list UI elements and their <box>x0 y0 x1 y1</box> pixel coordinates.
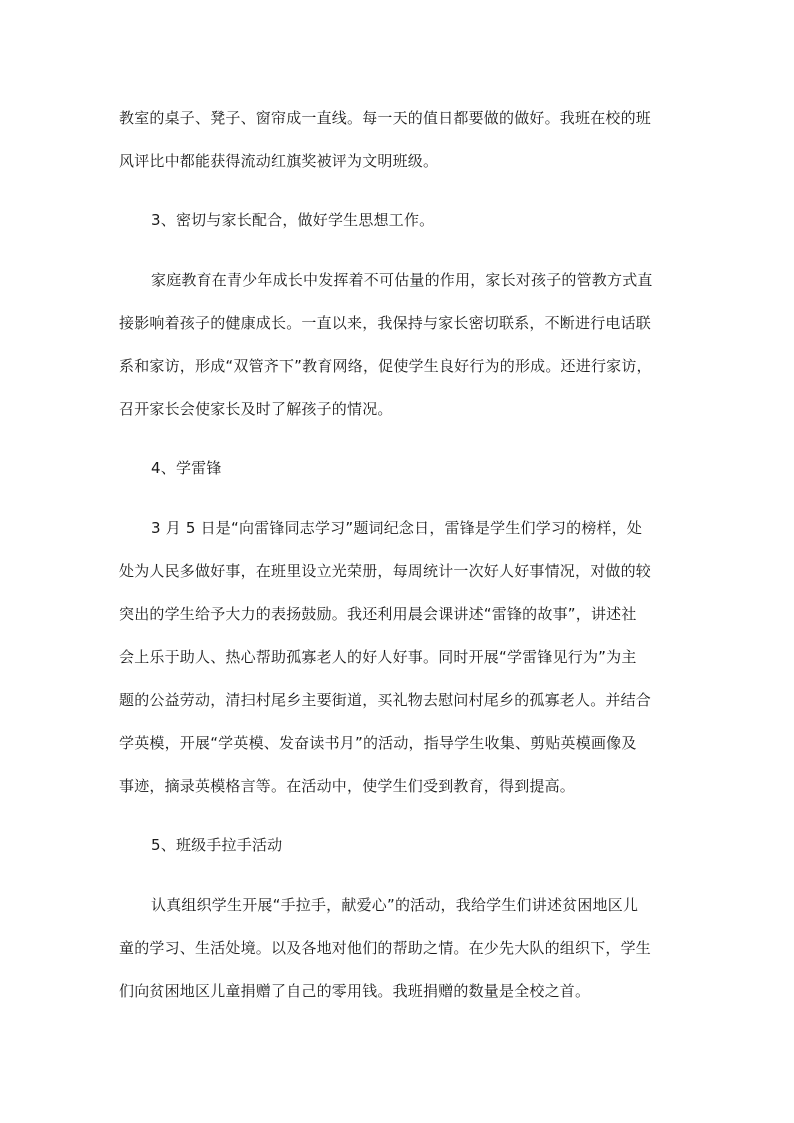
paragraph-line: 家庭教育在青少年成长中发挥着不可估量的作用，家长对孩子的管教方式直 <box>151 271 653 289</box>
paragraph-line: 题的公益劳动，清扫村尾乡主要街道，买礼物去慰问村尾乡的孤寡老人。并结合 <box>119 691 652 709</box>
paragraph-line: 会上乐于助人、热心帮助孤寡老人的好人好事。同时开展“学雷锋见行为”为主 <box>119 648 637 666</box>
paragraph-line: 教室的桌子、凳子、窗帘成一直线。每一天的值日都要做的做好。我班在校的班 <box>119 109 652 127</box>
paragraph-line: 风评比中都能获得流动红旗奖被评为文明班级。 <box>119 152 439 170</box>
paragraph-line: 召开家长会使家长及时了解孩子的情况。 <box>119 400 393 418</box>
section-heading: 5、班级手拉手活动 <box>151 836 283 854</box>
paragraph-line: 认真组织学生开展“手拉手，献爱心”的活动，我给学生们讲述贫困地区儿 <box>151 896 639 914</box>
paragraph-line: 突出的学生给予大力的表扬鼓励。我还利用晨会课讲述“雷锋的故事”，讲述社 <box>119 605 637 623</box>
section-heading: 4、学雷锋 <box>151 459 222 477</box>
paragraph-line: 接影响着孩子的健康成长。一直以来，我保持与家长密切联系，不断进行电话联 <box>119 314 652 332</box>
paragraph-line: 3 月 5 日是“向雷锋同志学习”题词纪念日，雷锋是学生们学习的榜样，处 <box>151 519 643 537</box>
paragraph-line: 处为人民多做好事，在班里设立光荣册，每周统计一次好人好事情况，对做的较 <box>119 562 652 580</box>
paragraph-line: 们向贫困地区儿童捐赠了自己的零用钱。我班捐赠的数量是全校之首。 <box>119 982 591 1000</box>
paragraph-line: 事迹，摘录英模格言等。在活动中，使学生们受到教育，得到提高。 <box>119 777 576 795</box>
paragraph-line: 学英模，开展“学英模、发奋读书月”的活动，指导学生收集、剪贴英模画像及 <box>119 734 637 752</box>
paragraph-line: 系和家访，形成“双管齐下”教育网络，促使学生良好行为的形成。还进行家访， <box>119 357 652 375</box>
section-heading: 3、密切与家长配合，做好学生思想工作。 <box>151 211 435 229</box>
paragraph-line: 童的学习、生活处境。以及各地对他们的帮助之情。在少先大队的组织下，学生 <box>119 939 652 957</box>
